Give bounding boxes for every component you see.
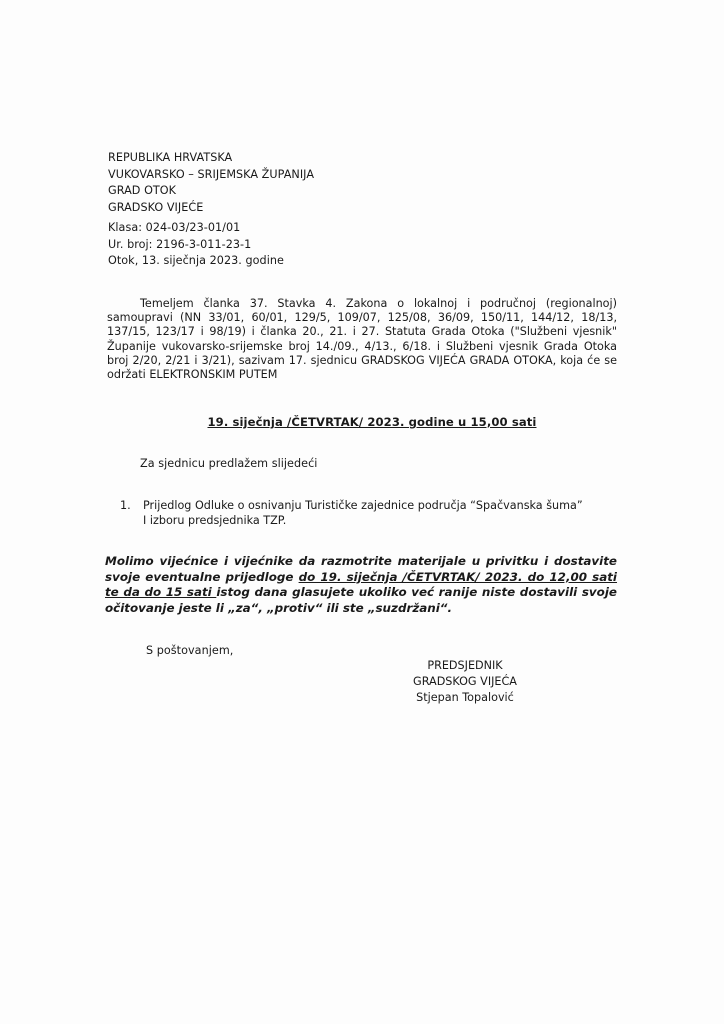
agenda-item-line-1: Prijedlog Odluke o osnivanju Turističke zajednice područja “Spačvanska šuma” [143, 499, 583, 512]
agenda-item-text [143, 499, 583, 528]
header-council: GRADSKO VIJEĆE [108, 200, 204, 214]
document-metadata [108, 220, 284, 270]
signature-body: GRADSKOG VIJEĆA [413, 675, 517, 688]
agenda-intro: Za sjednicu predlažem slijedeći [140, 457, 318, 470]
klasa-number: Klasa: 024-03/23-01/01 [108, 221, 241, 234]
issuer-header [108, 150, 314, 216]
voting-notice-paragraph [105, 554, 617, 616]
signature-title: PREDSJEDNIK [427, 659, 503, 672]
agenda-item-line-2: I izboru predsjednika TZP. [143, 513, 287, 527]
legal-basis-paragraph: Temeljem članka 37. Stavka 4. Zakona o lokalnoj i područnoj (regionalnoj) samoupravi (NN 33/01, 60/01, 129/5, 109/07, 125/08, 36/09, 150/11, 144/12, 18/13, 137/15, 123/17 i 98/19) i članka 20., 21. i 27. Statuta Grada Otoka ("Službeni vjesnik" Županije vukovarsko-srijemske broj 14./09., 4/13., 6/18. i Službeni vjesnik Grada Otoka broj 2/20, 2/21 i 3/21), sazivam 17. sjednicu GRADSKOG VIJEĆA GRADA OTOKA, koja će se održati ELEKTRONSKIM PUTEM [107, 297, 617, 382]
agenda-item-number: 1. [120, 499, 131, 512]
session-date-heading: 19. siječnja /ČETVRTAK/ 2023. godine u 15,00 sati [207, 415, 537, 429]
agenda-list [120, 499, 620, 528]
header-country: REPUBLIKA HRVATSKA [108, 151, 233, 164]
agenda-item [120, 499, 620, 528]
notice-text-part-1: Molimo vijećnice i vijećnike da razmotrite materijale u privitku i dostavite svoje eventualne prijedloge [105, 554, 617, 584]
closing-salutation: S poštovanjem, [146, 644, 234, 657]
notice-deadline: do 19. siječnja /ČETVRTAK/ 2023. do 12,00 sati te da do 15 sati [105, 569, 618, 600]
registry-number: Ur. broj: 2196-3-011-23-1 [108, 237, 252, 251]
header-county: VUKOVARSKO – SRIJEMSKA ŽUPANIJA [108, 167, 315, 181]
notice-text-part-2: istog dana glasujete ukoliko već ranije niste dostavili svoje očitovanje jeste li „za“, „protiv“ ili ste „suzdržani“. [105, 585, 617, 615]
signature-block [390, 658, 540, 706]
header-city: GRAD OTOK [108, 184, 177, 197]
place-and-date: Otok, 13. siječnja 2023. godine [108, 254, 284, 267]
signature-name: Stjepan Topalović [416, 691, 514, 704]
